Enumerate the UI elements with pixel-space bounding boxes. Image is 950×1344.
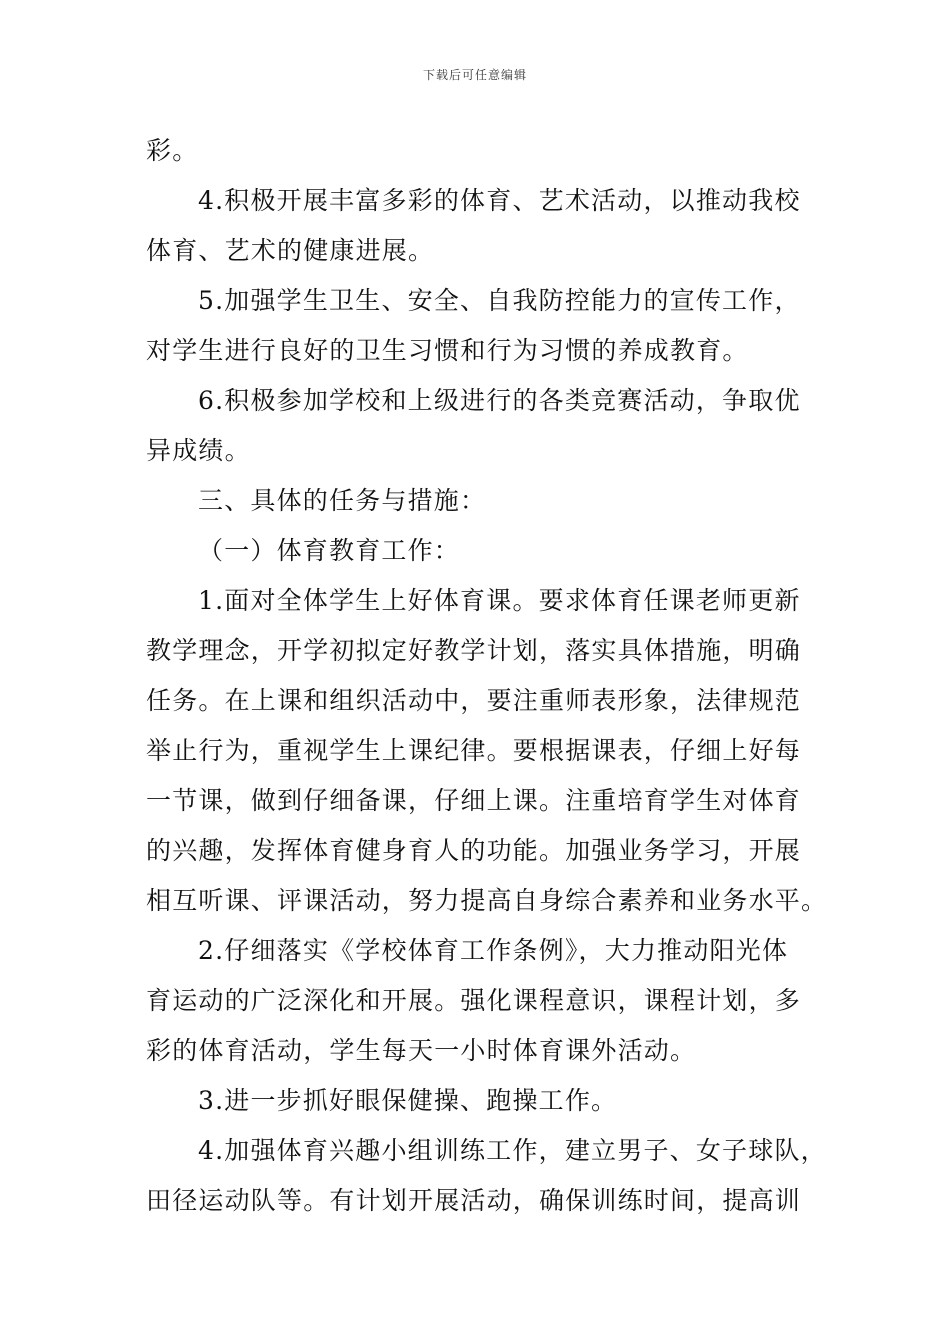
text-line: 彩。 — [146, 136, 199, 165]
paragraph-4-line-2: 田径运动队等。有计划开展活动，确保训练时间，提高训 — [146, 1186, 802, 1215]
list-item-5-line-2: 对学生进行良好的卫生习惯和行为习惯的养成教育。 — [146, 336, 749, 365]
paragraph-1-line-6: 的兴趣，发挥体育健身育人的功能。加强业务学习，开展 — [146, 836, 802, 865]
paragraph-1-line-4: 举止行为，重视学生上课纪律。要根据课表，仔细上好每 — [146, 736, 802, 765]
section-heading: 三、具体的任务与措施： — [198, 486, 487, 515]
list-item-6-line-2: 异成绩。 — [146, 436, 251, 465]
paragraph-4-line-1: 4.加强体育兴趣小组训练工作，建立男子、女子球队， — [198, 1136, 827, 1165]
paragraph-1-line-7: 相互听课、评课活动，努力提高自身综合素养和业务水平。 — [146, 886, 828, 915]
list-item-6-line-1: 6.积极参加学校和上级进行的各类竞赛活动，争取优 — [198, 386, 801, 415]
list-item-5-line-1: 5.加强学生卫生、安全、自我防控能力的宣传工作， — [198, 286, 801, 315]
paragraph-1-line-1: 1.面对全体学生上好体育课。要求体育任课老师更新 — [198, 586, 801, 615]
paragraph-2-line-2: 育运动的广泛深化和开展。强化课程意识，课程计划，多 — [146, 986, 802, 1015]
paragraph-1-line-3: 任务。在上课和组织活动中，要注重师表形象，法律规范 — [146, 686, 802, 715]
list-item-4-line-1: 4.积极开展丰富多彩的体育、艺术活动，以推动我校 — [198, 186, 801, 215]
paragraph-1-line-2: 教学理念，开学初拟定好教学计划，落实具体措施，明确 — [146, 636, 802, 665]
paragraph-3-line-1: 3.进一步抓好眼保健操、跑操工作。 — [198, 1086, 618, 1115]
paragraph-1-line-5: 一节课，做到仔细备课，仔细上课。注重培育学生对体育 — [146, 786, 802, 815]
paragraph-2-line-1: 2.仔细落实《学校体育工作条例》，大力推动阳光体 — [198, 936, 789, 965]
list-item-4-line-2: 体育、艺术的健康进展。 — [146, 236, 435, 265]
paragraph-2-line-3: 彩的体育活动，学生每天一小时体育课外活动。 — [146, 1036, 697, 1065]
page-header: 下载后可任意编辑 — [422, 68, 527, 82]
subsection-heading: （一）体育教育工作： — [198, 536, 461, 565]
document-body — [146, 126, 830, 1226]
